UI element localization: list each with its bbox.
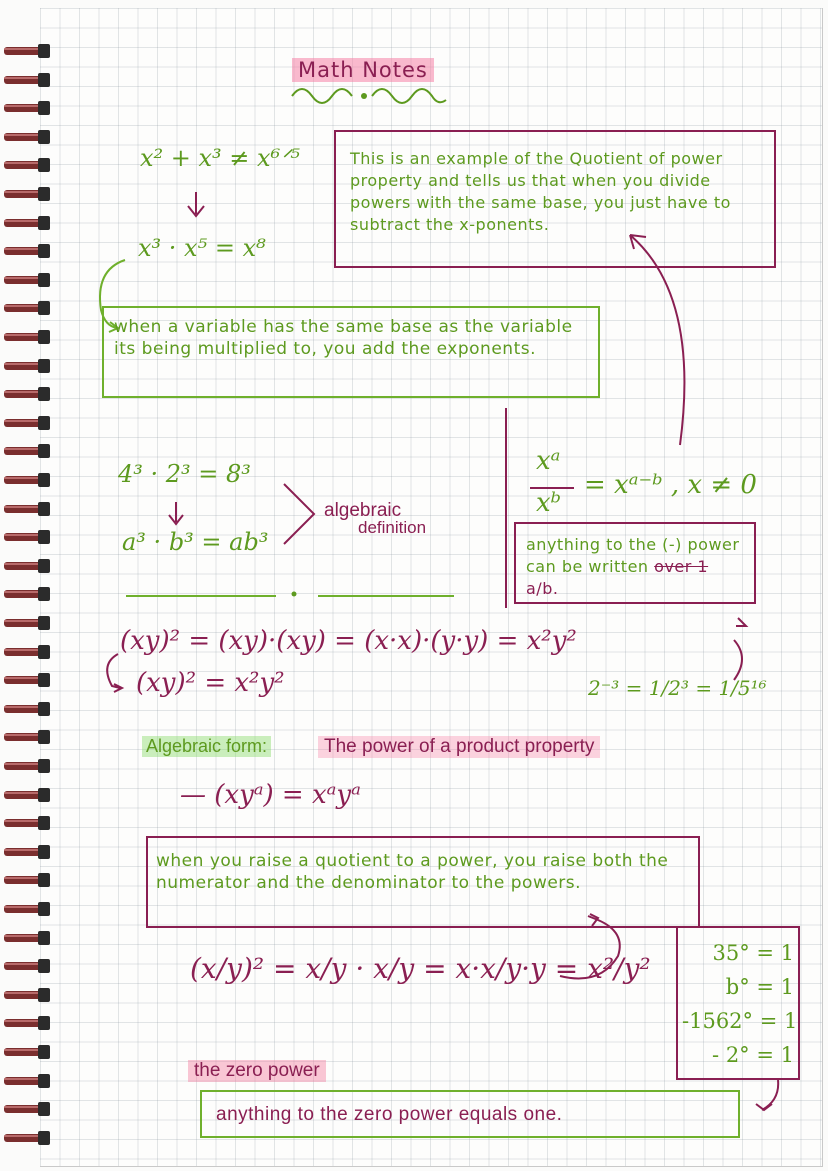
eq-negative-example: 2⁻³ = 1/2³ = 1/5¹⁶ — [588, 676, 767, 700]
zero-example: b° = 1 — [725, 975, 794, 999]
algebraic-form-label: Algebraic form: — [142, 736, 271, 757]
zero-power-rule-text: anything to the zero power equals one. — [216, 1104, 563, 1125]
down-arrow-2 — [169, 502, 183, 524]
right-paren — [734, 640, 742, 680]
zero-examples-box — [676, 926, 800, 1080]
quotient-property-box — [334, 130, 776, 268]
power-product-title: The power of a product property — [318, 736, 600, 758]
eq-product-powers: x³ · x⁵ = x⁸ — [138, 234, 266, 262]
algebraic-label-2: definition — [358, 518, 427, 537]
product-rule-box — [102, 306, 600, 398]
negative-exponent-strike: over 1 — [654, 557, 709, 576]
title-underline-squiggle — [292, 89, 446, 103]
zero-power-label: the zero power — [188, 1060, 326, 1082]
down-arrow-1 — [188, 192, 204, 216]
quotient-power-text: when you raise a quotient to a power, you raise both the numerator and the denominator to the powers. — [156, 851, 669, 893]
quotient-denominator: xᵇ — [536, 488, 562, 518]
negative-exponent-tail: a/b. — [526, 579, 559, 598]
up-arrow-right — [736, 618, 746, 626]
zero-example: 35° = 1 — [712, 941, 794, 965]
product-rule-text: when a variable has the same base as the variable its being multiplied to, you add the exponents. — [114, 317, 573, 359]
page-title: Math Notes — [292, 58, 434, 82]
eq-numeric-example: 4³ · 2³ = 8³ — [118, 460, 251, 488]
zero-arrow — [756, 1080, 778, 1110]
quotient-property-text: This is an example of the Quotient of power property and tells us that when you divide powers with the same base, you just have to subtract the x-ponents. — [350, 149, 731, 234]
brace — [284, 484, 314, 544]
eq-power-product-result: (xy)² = x²y² — [136, 668, 285, 698]
negative-exponent-box — [514, 522, 756, 604]
eq-algebraic-example: a³ · b³ = ab³ — [122, 528, 269, 556]
quotient-numerator: xᵃ — [536, 446, 561, 476]
eq-sum-powers: x² + x³ ≠ x⁶ᐟ⁵ — [140, 144, 300, 172]
zero-examples-list — [682, 936, 798, 1072]
eq-power-product-form: — (xyᵃ) = xᵃyᵃ — [180, 780, 361, 810]
zero-example: - 2° = 1 — [712, 1043, 794, 1067]
negative-exponent-main: anything to the (-) power can be written — [526, 535, 740, 576]
quotient-rhs: = xᵃ⁻ᵇ , x ≠ 0 — [584, 470, 757, 500]
quotient-power-box — [146, 836, 700, 928]
zero-example: -1562° = 1 — [682, 1009, 798, 1033]
left-bracket-arrow — [107, 654, 122, 692]
zero-power-rule-box — [200, 1090, 740, 1138]
algebraic-label-1: algebraic — [324, 500, 402, 521]
eq-quotient-power: (x/y)² = x/y · x/y = x·x/y·y = x²/y² — [190, 952, 651, 985]
title-dot — [361, 93, 367, 99]
eq-power-product-expanded: (xy)² = (xy)·(xy) = (x·x)·(y·y) = x²y² — [120, 626, 577, 656]
negative-exponent-text — [526, 534, 746, 600]
